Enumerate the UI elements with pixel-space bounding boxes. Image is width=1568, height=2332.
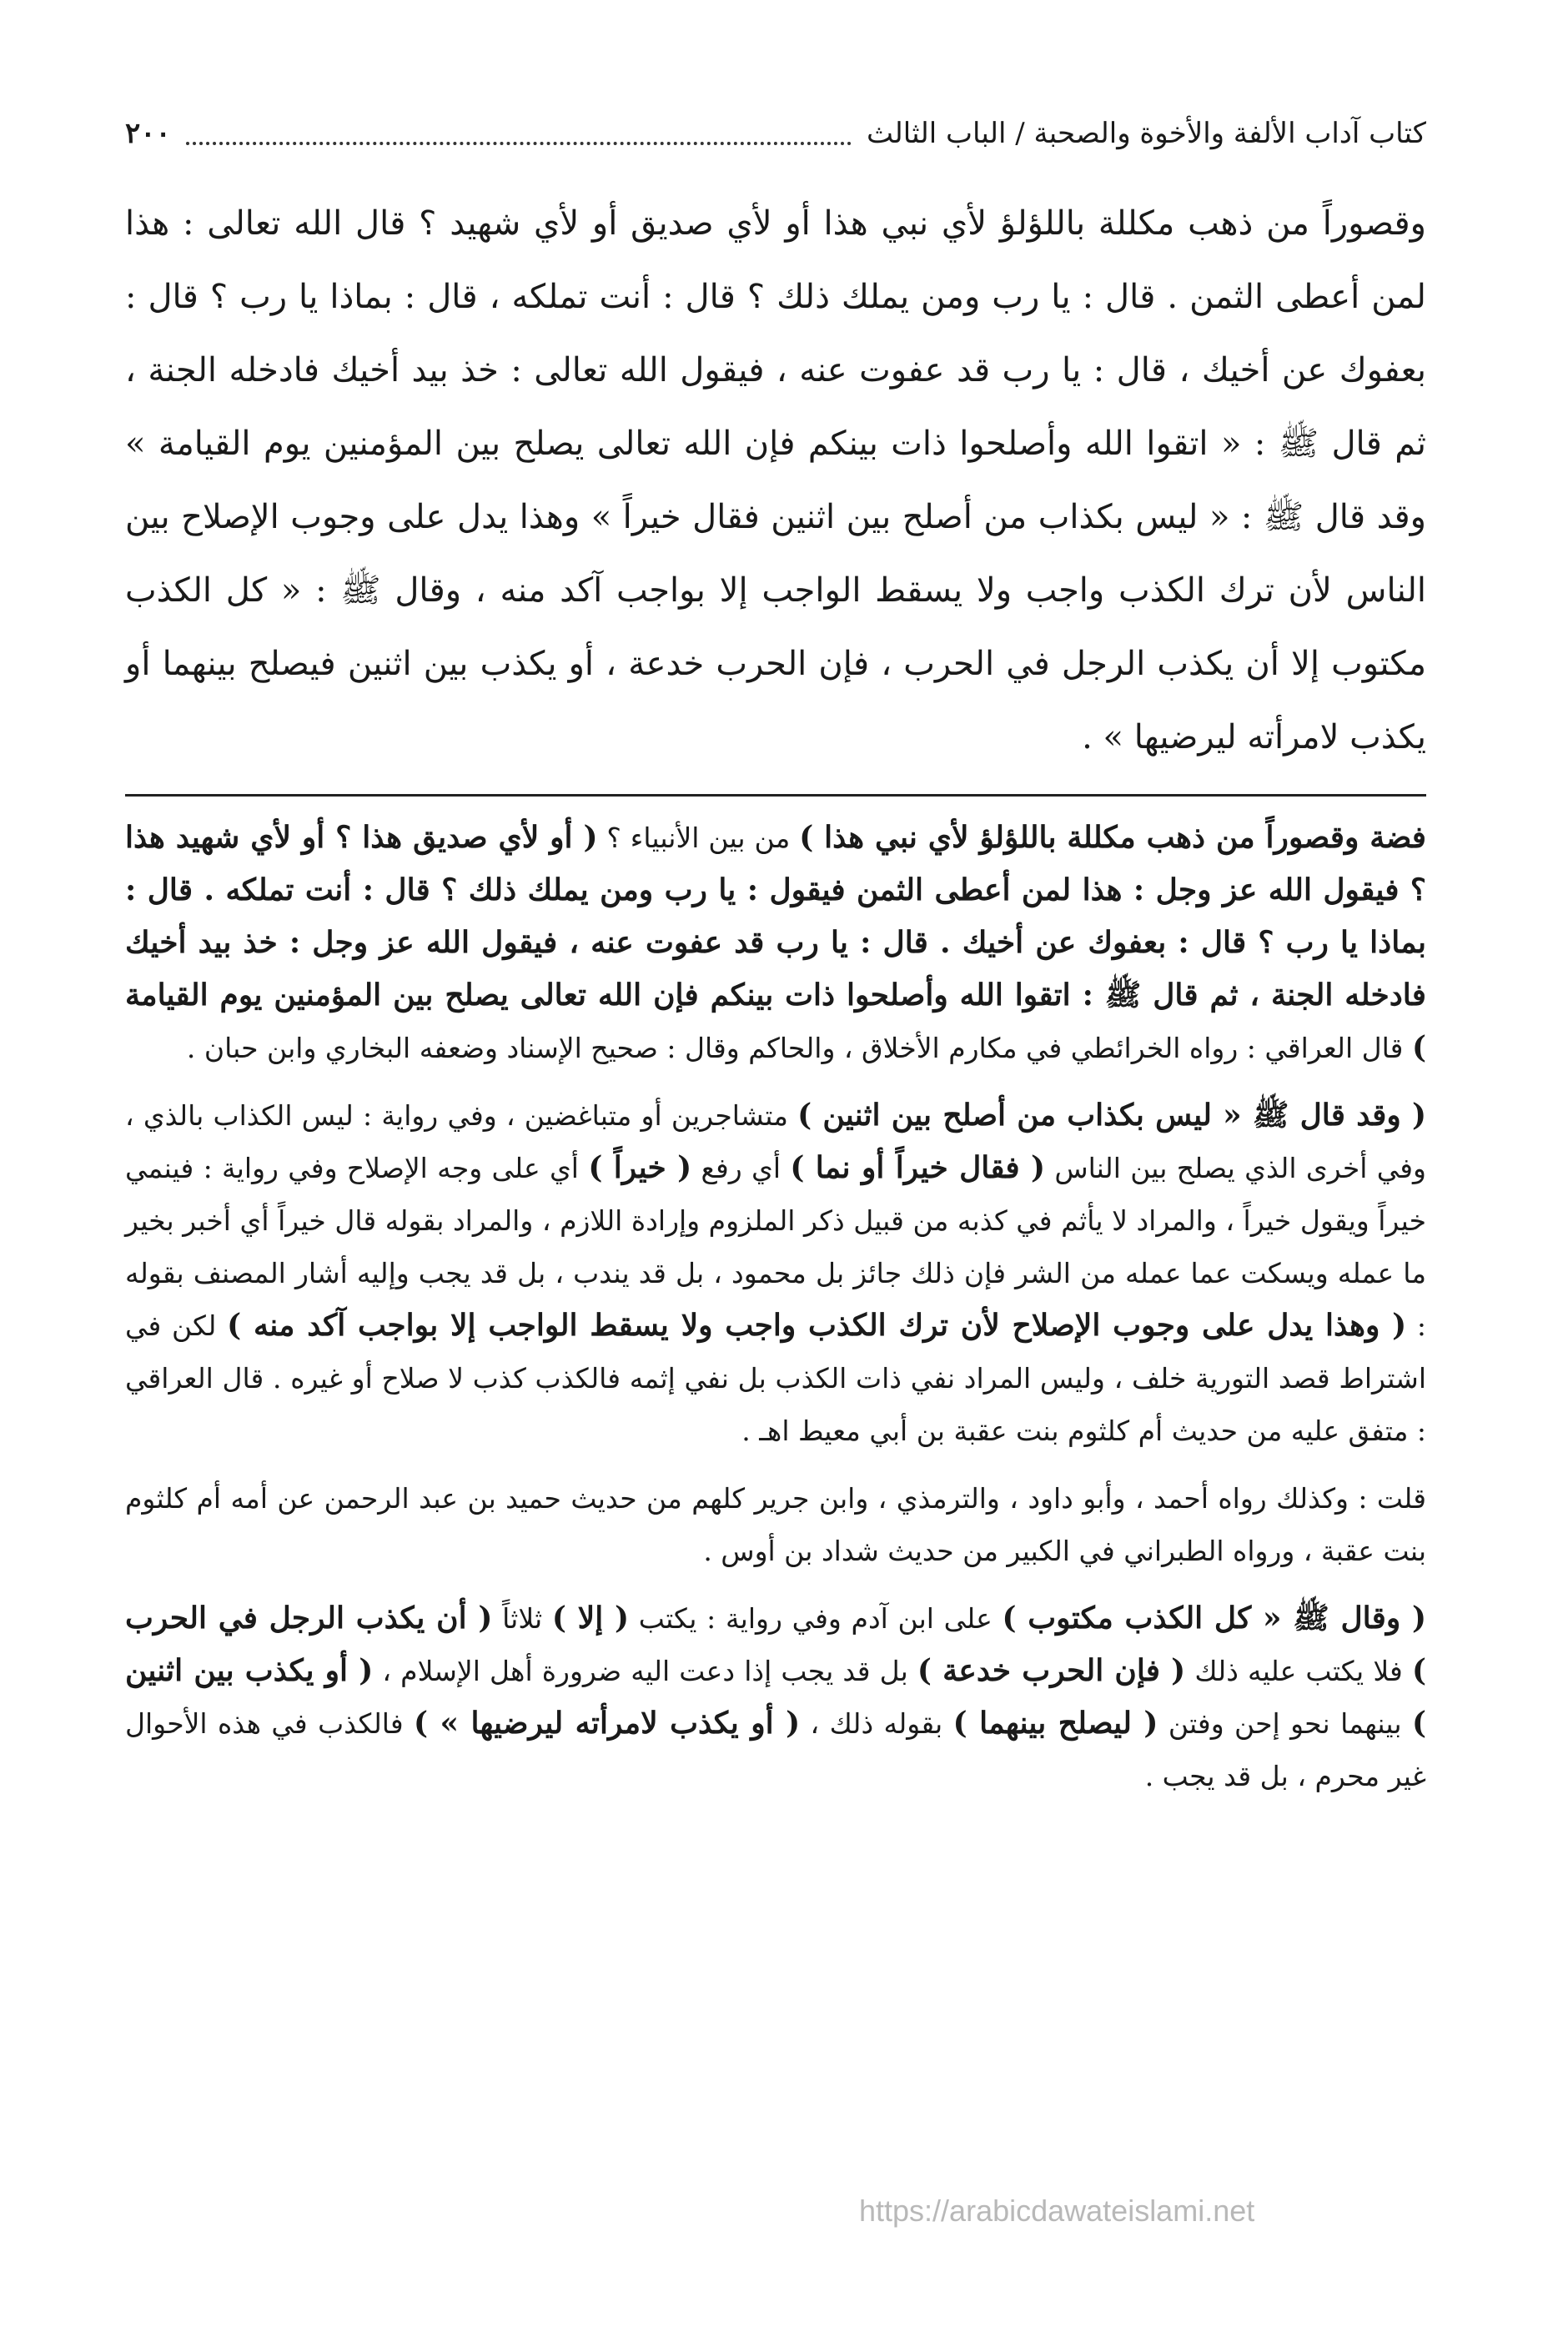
quoted-text-run: ( فقال خيراً أو نما ) — [790, 1150, 1046, 1185]
footnote-divider — [125, 794, 1426, 797]
commentary-text-run: لكن في اشتراط قصد التورية خلف ، وليس المراد نفي ذات الكذب بل نفي إثمه فالكذب كذب لا صلاح أو غيره . قال العراقي : متفق عليه من حديث أم كلثوم بنت عقبة بن أبي معيط اهـ . — [125, 1309, 1426, 1447]
quoted-text-run: ( وقال ﷺ « كل الكذب مكتوب ) — [1002, 1601, 1427, 1636]
commentary-text-run: بينهما نحو إحن وفتن — [1158, 1707, 1412, 1740]
quoted-text-run: ( فإن الحرب خدعة ) — [917, 1653, 1186, 1688]
commentary-text-run: أي رفع — [691, 1152, 791, 1184]
quoted-text-run: ( أو لأي صديق هذا ؟ أو لأي شهيد هذا ؟ فيقول الله عز وجل : هذا لمن أعطى الثمن فيقول : يا رب ومن يملك ذلك ؟ قال : أنت تملكه . قال : بماذا يا رب ؟ قال : بعفوك عن أخيك . قال : يا رب قد عفوت عنه ، فيقول الله عز وجل : خذ بيد أخيك فادخله الجنة ، ثم قال ﷺ : اتقوا الله وأصلحوا ذات بينكم فإن الله تعالى يصلح بين المؤمنين يوم القيامة ) — [125, 820, 1426, 1065]
commentary-paragraph-1 — [125, 812, 1426, 1074]
commentary-text-run: فالكذب في هذه الأحوال غير محرم ، بل قد يجب . — [125, 1707, 1426, 1792]
quoted-text-run: ( خيراً ) — [588, 1150, 692, 1185]
commentary-text-run: بقوله ذلك ، — [800, 1707, 953, 1740]
commentary-text-run: من بين الأنبياء ؟ — [597, 822, 800, 854]
dotted-leader — [186, 142, 852, 145]
commentary — [125, 812, 1426, 1802]
quoted-text-run: ( وهذا يدل على وجوب الإصلاح لأن ترك الكذب واجب ولا يسقط الواجب إلا بواجب آكد منه ) — [227, 1308, 1407, 1343]
commentary-text-run: متشاجرين أو متباغضين ، وفي رواية : ليس الكذاب بالذي ، وفي أخرى الذي يصلح بين الناس — [125, 1099, 1426, 1184]
quoted-text-run: فضة وقصوراً من ذهب مكللة باللؤلؤ لأي نبي هذا ) — [799, 820, 1427, 855]
page-header — [125, 117, 1426, 170]
commentary-text-run: قال العراقي : رواه الخرائطي في مكارم الأخلاق ، والحاكم وقال : صحيح الإسناد وضعفه البخاري وابن حبان . — [186, 1032, 1412, 1064]
commentary-paragraph-4 — [125, 1592, 1426, 1802]
commentary-text-run: على ابن آدم وفي رواية : يكتب — [629, 1602, 1003, 1635]
quoted-text-run: ( إلا ) — [551, 1601, 629, 1636]
page-number: ٢٠٠ — [125, 117, 171, 150]
commentary-text-run: ثلاثاً — [492, 1602, 552, 1635]
commentary-text-run: فلا يكتب عليه ذلك — [1185, 1655, 1412, 1687]
commentary-paragraph-3: قلت : وكذلك رواه أحمد ، وأبو داود ، والترمذي ، وابن جرير كلهم من حديث حميد بن عبد الرحمن عن أمه أم كلثوم بنت عقبة ، ورواه الطبراني في الكبير من حديث شداد بن أوس . — [125, 1482, 1426, 1567]
commentary-paragraph-2 — [125, 1089, 1426, 1457]
watermark-url: https://arabicdawateislami.net — [859, 2194, 1255, 2228]
book-page — [125, 117, 1426, 1817]
commentary-text-run: بل قد يجب إذا دعت اليه ضرورة أهل الإسلام ، — [373, 1655, 917, 1687]
main-text — [125, 187, 1426, 774]
running-title: كتاب آداب الألفة والأخوة والصحبة / الباب الثالث — [867, 117, 1426, 150]
commentary-text-run: أي على وجه الإصلاح وفي رواية : فينمي خيراً ويقول خيراً ، والمراد لا يأثم في كذبه من قبيل ذكر الملزوم وإرادة اللازم ، والمراد بقوله قال خيراً أي أخبر بخير ما عمله ويسكت عما عمله من الشر فإن ذلك جائز بل محمود ، بل قد يندب ، بل قد يجب وإليه أشار المصنف بقوله : — [125, 1152, 1426, 1342]
quoted-text-run: ( أو يكذب بين اثنين ) — [125, 1653, 1426, 1741]
main-paragraph: وقصوراً من ذهب مكللة باللؤلؤ لأي نبي هذا أو لأي صديق أو لأي شهيد ؟ قال الله تعالى : هذا لمن أعطى الثمن . قال : يا رب ومن يملك ذلك ؟ قال : أنت تملكه ، قال : بماذا يا رب ؟ قال : بعفوك عن أخيك ، قال : يا رب قد عفوت عنه ، فيقول الله تعالى : خذ بيد أخيك فادخله الجنة ، ثم قال ﷺ : « اتقوا الله وأصلحوا ذات بينكم فإن الله تعالى يصلح بين المؤمنين يوم القيامة » وقد قال ﷺ : « ليس بكذاب من أصلح بين اثنين فقال خيراً » وهذا يدل على وجوب الإصلاح بين الناس لأن ترك الكذب واجب ولا يسقط الواجب إلا بواجب آكد منه ، وقال ﷺ : « كل الكذب مكتوب إلا أن يكذب الرجل في الحرب ، فإن الحرب خدعة ، أو يكذب بين اثنين فيصلح بينهما أو يكذب لامرأته ليرضيها » . — [125, 204, 1427, 756]
quoted-text-run: ( ليصلح بينهما ) — [952, 1706, 1158, 1741]
quoted-text-run: ( وقد قال ﷺ « ليس بكذاب من أصلح بين اثنين ) — [797, 1098, 1426, 1133]
quoted-text-run: ( أو يكذب لامرأته ليرضيها » ) — [414, 1706, 801, 1741]
quoted-text-run: ( أن يكذب الرجل في الحرب ) — [125, 1601, 1426, 1688]
